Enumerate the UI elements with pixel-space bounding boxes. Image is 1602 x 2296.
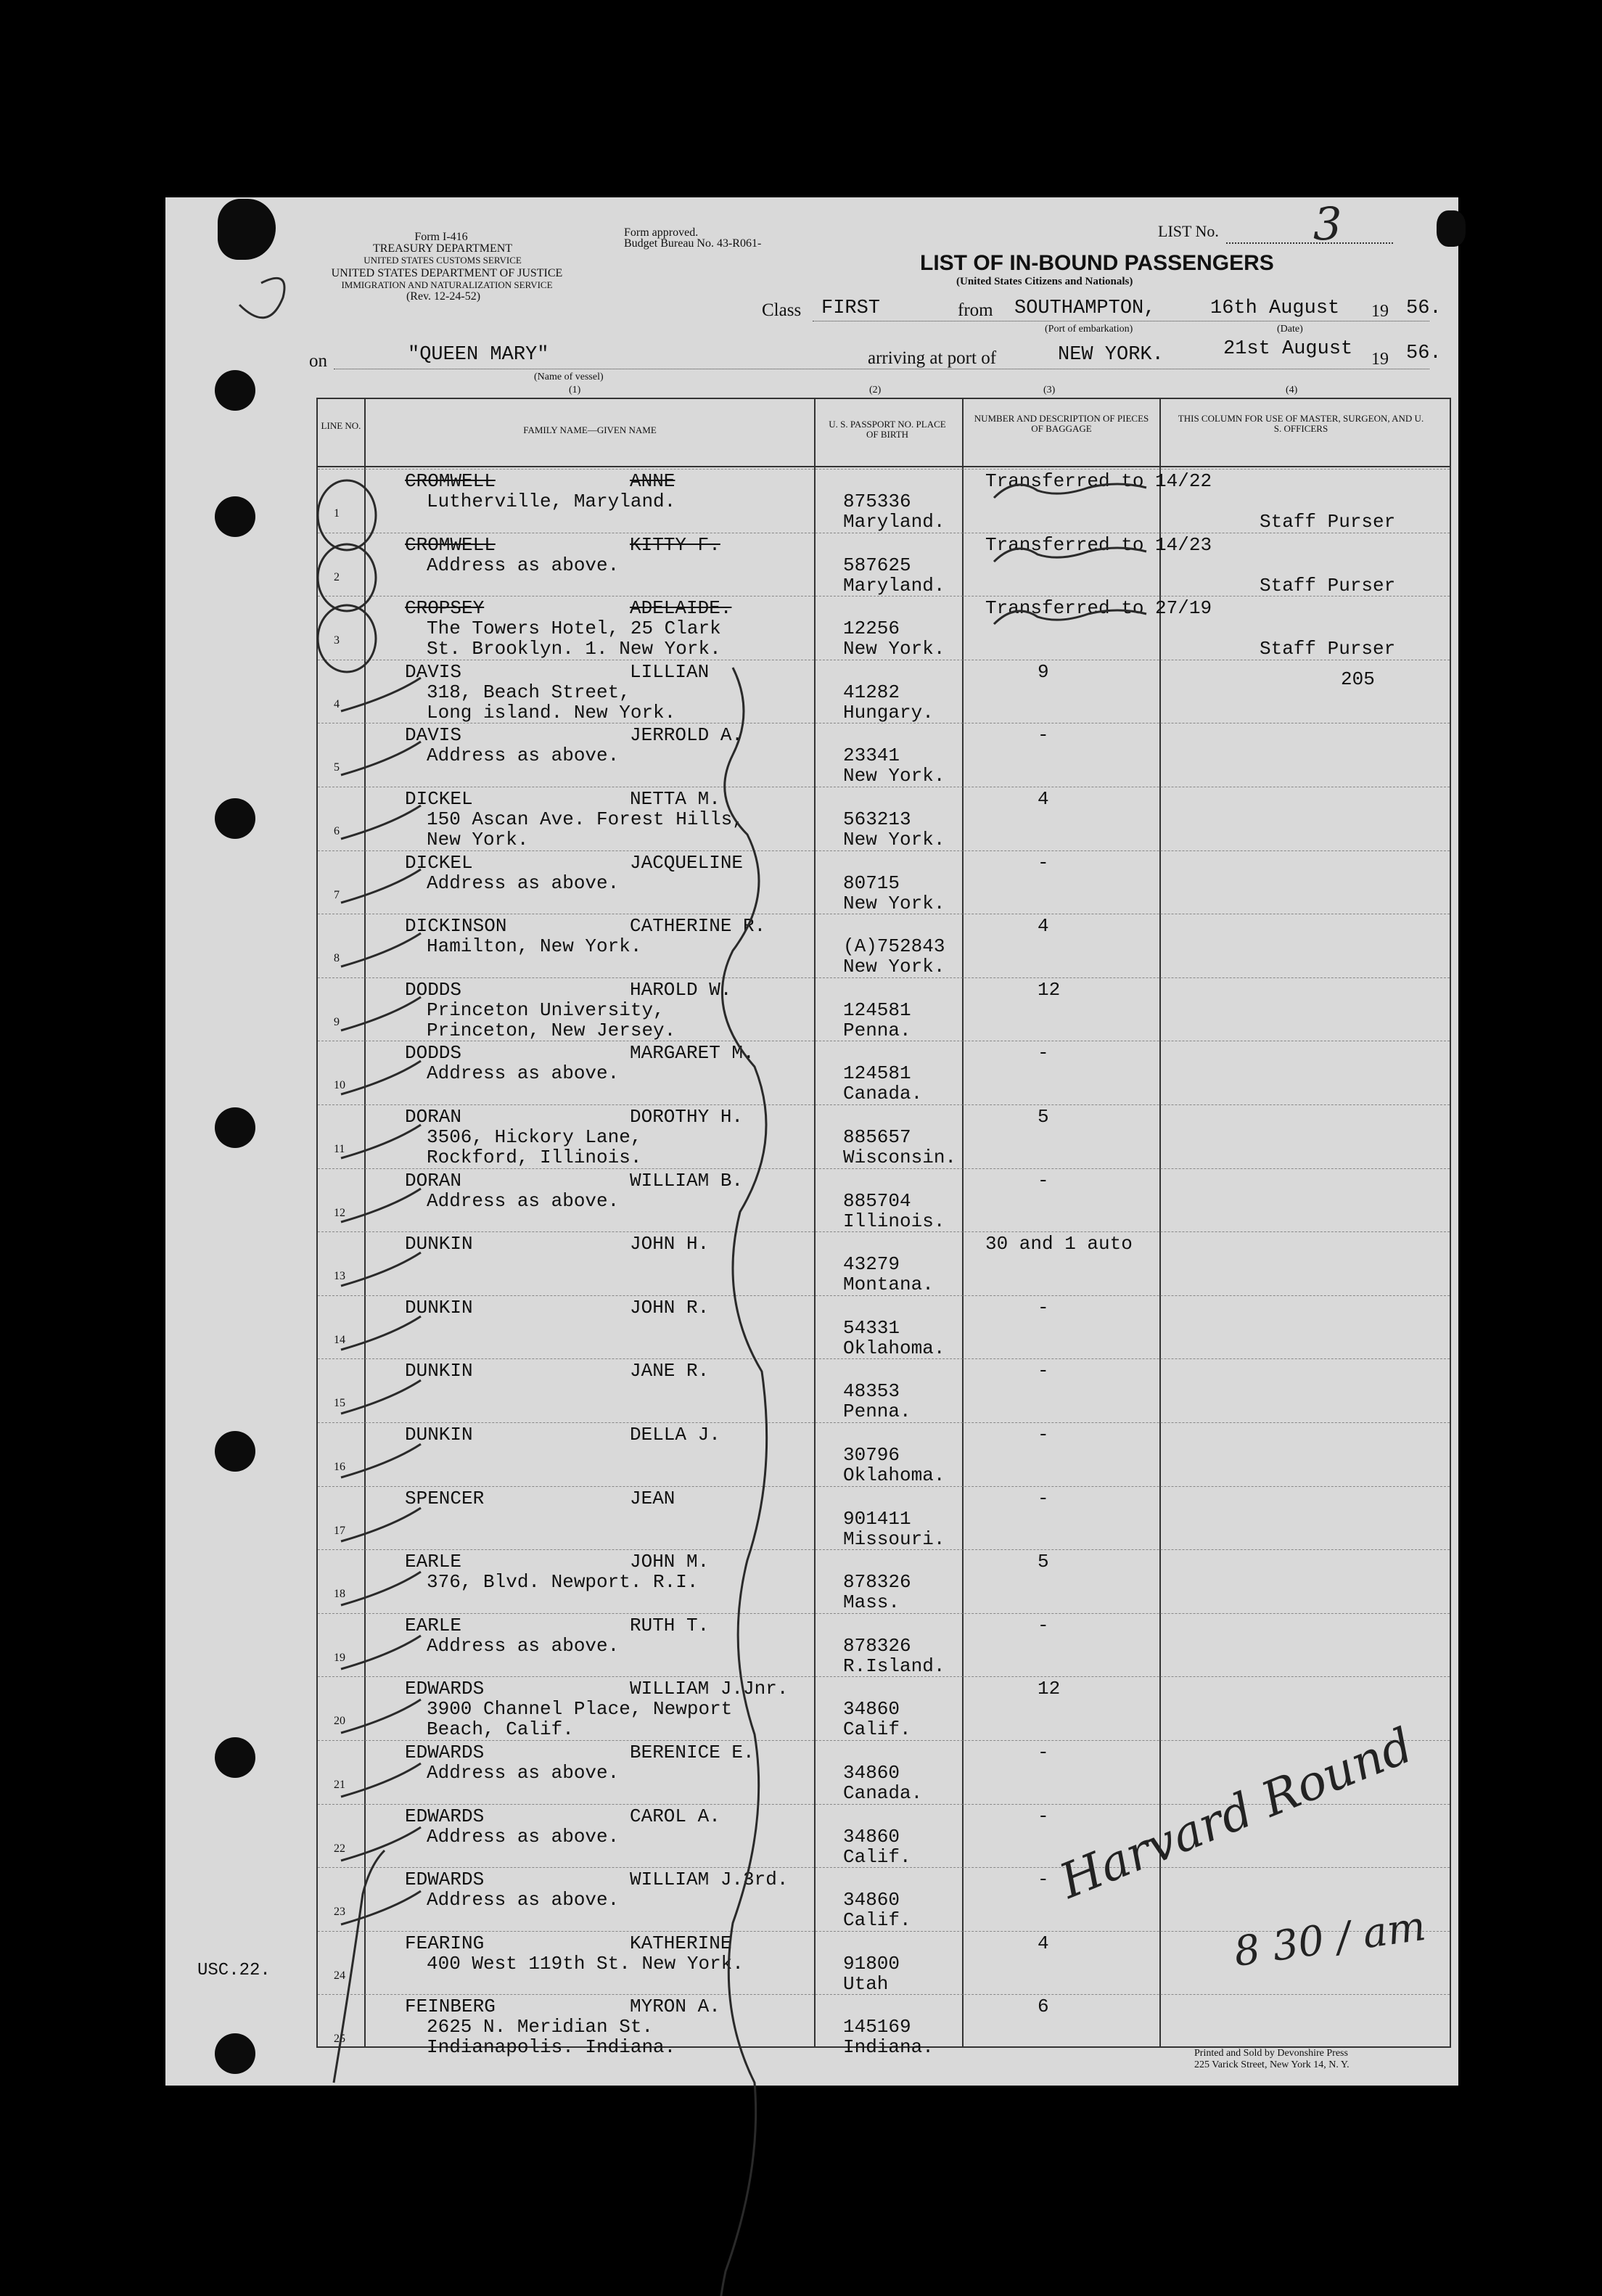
place-of-birth: Missouri. — [843, 1528, 945, 1550]
address-line-1: Address as above. — [427, 1062, 620, 1085]
given-name: ANNE — [630, 470, 675, 492]
place-of-birth: Penna. — [843, 1019, 911, 1041]
dept-immigration: IMMIGRATION AND NATURALIZATION SERVICE — [341, 279, 553, 290]
usc-code: USC.22. — [197, 1961, 271, 1980]
line-number: 10 — [334, 1079, 345, 1092]
family-name: FEINBERG — [405, 1996, 496, 2018]
place-of-birth: Maryland. — [843, 574, 945, 596]
address-line-1: Hamilton, New York. — [427, 935, 642, 958]
address-line-2: Beach, Calif. — [427, 1718, 574, 1741]
family-name: DUNKIN — [405, 1360, 473, 1382]
family-name: CROPSEY — [405, 597, 485, 620]
address-line-2: Princeton, New Jersey. — [427, 1019, 676, 1041]
passport-number: 587625 — [843, 554, 911, 576]
given-name: NETTA M. — [630, 788, 720, 810]
passport-number: 91800 — [843, 1952, 900, 1975]
place-of-birth: Calif. — [843, 1845, 911, 1868]
place-of-birth: Utah — [843, 1972, 889, 1995]
given-name: WILLIAM J.Jnr. — [630, 1678, 789, 1700]
baggage-description: - — [1038, 1487, 1049, 1509]
vessel-caption: (Name of vessel) — [534, 372, 604, 382]
place-of-birth: Hungary. — [843, 701, 934, 723]
family-name: DICKEL — [405, 788, 473, 810]
baggage-description: - — [1038, 1742, 1049, 1763]
place-of-birth: R.Island. — [843, 1655, 945, 1677]
baggage-description: - — [1038, 851, 1049, 874]
dept-customs: UNITED STATES CUSTOMS SERVICE — [363, 255, 522, 266]
line-number: 7 — [334, 888, 340, 901]
passport-number: 885657 — [843, 1126, 911, 1148]
passport-number: 878326 — [843, 1571, 911, 1594]
family-name: DAVIS — [405, 660, 462, 683]
passport-number: 41282 — [843, 681, 900, 703]
baggage-description: - — [1038, 1042, 1049, 1065]
address-line-1: Princeton University, — [427, 999, 665, 1021]
arrival-date: 21st August — [1223, 338, 1353, 360]
given-name: JOHN H. — [630, 1233, 710, 1255]
family-name: FEARING — [405, 1932, 485, 1954]
address-line-1: Address as above. — [427, 1762, 620, 1784]
family-name: EDWARDS — [405, 1678, 485, 1700]
baggage-description: 4 — [1038, 915, 1049, 938]
baggage-description: - — [1038, 1360, 1049, 1382]
officers-note: Staff Purser — [1260, 638, 1396, 660]
officers-note: 205 — [1341, 668, 1375, 690]
dept-treasury: TREASURY DEPARTMENT — [372, 242, 513, 255]
given-name: MARGARET M. — [630, 1042, 755, 1065]
baggage-description: 5 — [1038, 1106, 1049, 1128]
address-line-1: Address as above. — [427, 1825, 620, 1848]
address-line-1: Address as above. — [427, 745, 620, 767]
passport-number: 23341 — [843, 745, 900, 767]
port-of-embarkation: SOUTHAMPTON, — [1014, 298, 1156, 319]
given-name: JOHN R. — [630, 1296, 710, 1319]
given-name: JEAN — [630, 1487, 675, 1509]
header-officers: THIS COLUMN FOR USE OF MASTER, SURGEON, AND U. S. OFFICERS — [1178, 413, 1424, 434]
family-name: DUNKIN — [405, 1233, 473, 1255]
address-line-1: The Towers Hotel, 25 Clark — [427, 618, 721, 640]
address-line-2: New York. — [427, 829, 529, 850]
baggage-description: 9 — [1038, 660, 1049, 683]
line-number: 15 — [334, 1397, 345, 1410]
family-name: CROMWELL — [405, 470, 496, 492]
passport-number: 145169 — [843, 2016, 911, 2038]
baggage-description: Transferred to 27/19 — [985, 597, 1212, 620]
line-number: 16 — [334, 1461, 345, 1473]
given-name: ADELAIDE. — [630, 597, 732, 620]
given-name: JACQUELINE — [630, 851, 744, 874]
officers-note: Staff Purser — [1260, 574, 1396, 596]
list-number-label: LIST No. — [1158, 222, 1219, 240]
baggage-description: - — [1038, 1805, 1049, 1827]
line-number: 4 — [334, 697, 340, 710]
form-subtitle: (United States Citizens and Nationals) — [956, 276, 1133, 287]
family-name: EARLE — [405, 1614, 462, 1636]
handwritten-margin-note: Harvard Round — [1052, 1717, 1421, 1910]
place-of-birth: Canada. — [843, 1782, 923, 1804]
col3-caption: (3) — [1043, 385, 1056, 395]
place-of-birth: Illinois. — [843, 1210, 945, 1232]
given-name: JERROLD A. — [630, 724, 744, 747]
header-baggage: NUMBER AND DESCRIPTION OF PIECES OF BAGGAGE — [974, 413, 1149, 434]
budget-bureau: Budget Bureau No. 43-R061- — [624, 237, 762, 250]
baggage-description: 12 — [1038, 1678, 1061, 1700]
passport-number: 43279 — [843, 1253, 900, 1276]
line-number: 22 — [334, 1842, 345, 1855]
date-caption: (Date) — [1277, 324, 1303, 335]
departure-year: 56. — [1406, 298, 1442, 319]
place-of-birth: New York. — [843, 956, 945, 978]
given-name: CAROL A. — [630, 1805, 720, 1827]
line-number: 20 — [334, 1715, 345, 1728]
family-name: DICKINSON — [405, 915, 507, 938]
line-number: 17 — [334, 1524, 345, 1537]
address-line-1: 150 Ascan Ave. Forest Hills, — [427, 808, 744, 830]
place-of-birth: Maryland. — [843, 511, 945, 533]
baggage-description: - — [1038, 1169, 1049, 1192]
family-name: CROMWELL — [405, 533, 496, 556]
passport-number: 875336 — [843, 491, 911, 512]
line-number: 12 — [334, 1206, 345, 1219]
place-of-birth: Canada. — [843, 1083, 923, 1105]
baggage-description: Transferred to 14/22 — [985, 470, 1212, 492]
address-line-1: Address as above. — [427, 872, 620, 894]
family-name: EARLE — [405, 1551, 462, 1573]
baggage-description: - — [1038, 1424, 1049, 1446]
officers-note: Staff Purser — [1260, 511, 1396, 533]
passport-number: 34860 — [843, 1825, 900, 1848]
line-number: 14 — [334, 1333, 345, 1346]
line-number: 9 — [334, 1015, 340, 1028]
passport-number: 901411 — [843, 1507, 911, 1530]
line-number: 25 — [334, 2033, 345, 2046]
passport-number: 12256 — [843, 618, 900, 640]
family-name: EDWARDS — [405, 1742, 485, 1763]
baggage-description: 5 — [1038, 1551, 1049, 1573]
line-number: 18 — [334, 1588, 345, 1601]
arrival-year-prefix: 19 — [1371, 350, 1389, 369]
address-line-2: Rockford, Illinois. — [427, 1147, 642, 1168]
line-number: 13 — [334, 1270, 345, 1283]
line-number: 23 — [334, 1906, 345, 1919]
list-number-value: 3 — [1313, 197, 1342, 250]
place-of-birth: New York. — [843, 829, 945, 850]
family-name: SPENCER — [405, 1487, 485, 1509]
passport-number: 54331 — [843, 1316, 900, 1339]
line-number: 21 — [334, 1779, 345, 1791]
place-of-birth: Indiana. — [843, 2036, 934, 2059]
arriving-label: arriving at port of — [868, 348, 997, 368]
family-name: DUNKIN — [405, 1296, 473, 1319]
line-number: 2 — [334, 570, 340, 583]
address-line-2: Indianapolis. Indiana. — [427, 2036, 676, 2059]
family-name: DORAN — [405, 1169, 462, 1192]
line-number: 6 — [334, 825, 340, 837]
place-of-birth: Penna. — [843, 1401, 911, 1423]
family-name: DAVIS — [405, 724, 462, 747]
line-number: 19 — [334, 1651, 345, 1664]
line-number: 3 — [334, 634, 340, 647]
family-name: EDWARDS — [405, 1869, 485, 1891]
baggage-description: - — [1038, 1869, 1049, 1891]
baggage-description: - — [1038, 1296, 1049, 1319]
given-name: KITTY F. — [630, 533, 720, 556]
address-line-1: 2625 N. Meridian St. — [427, 2016, 654, 2038]
year-prefix: 19 — [1371, 302, 1389, 321]
baggage-description: 12 — [1038, 978, 1061, 1001]
address-line-1: 318, Beach Street, — [427, 681, 630, 703]
header-line-no: LINE NO. — [321, 420, 361, 431]
form-revision: (Rev. 12-24-52) — [406, 290, 481, 303]
form-number: Form I-416 — [414, 231, 468, 243]
col4-caption: (4) — [1286, 385, 1298, 395]
address-line-1: Address as above. — [427, 554, 620, 576]
given-name: KATHERINE — [630, 1932, 732, 1954]
line-number: 1 — [334, 507, 340, 520]
passport-number: 34860 — [843, 1889, 900, 1911]
address-line-1: Address as above. — [427, 1634, 620, 1657]
line-number: 24 — [334, 1969, 345, 1982]
place-of-birth: Mass. — [843, 1591, 900, 1614]
family-name: DORAN — [405, 1106, 462, 1128]
family-name: DUNKIN — [405, 1424, 473, 1446]
passport-number: 563213 — [843, 808, 911, 830]
line-number: 11 — [334, 1143, 345, 1155]
passport-number: 30796 — [843, 1444, 900, 1466]
given-name: MYRON A. — [630, 1996, 720, 2018]
family-name: DODDS — [405, 978, 462, 1001]
place-of-birth: Oklahoma. — [843, 1337, 945, 1359]
given-name: DOROTHY H. — [630, 1106, 744, 1128]
passport-number: 885704 — [843, 1189, 911, 1212]
given-name: BERENICE E. — [630, 1742, 755, 1763]
header-name: FAMILY NAME—GIVEN NAME — [523, 425, 657, 435]
address-line-1: 3900 Channel Place, Newport — [427, 1698, 733, 1721]
family-name: DICKEL — [405, 851, 473, 874]
passport-number: 124581 — [843, 999, 911, 1021]
arrival-year: 56. — [1406, 343, 1442, 364]
place-of-birth: Calif. — [843, 1909, 911, 1932]
given-name: LILLIAN — [630, 660, 710, 683]
col1-caption: (1) — [569, 385, 581, 395]
line-number: 5 — [334, 761, 340, 774]
form-title: LIST OF IN-BOUND PASSENGERS — [920, 251, 1274, 275]
address-line-1: Address as above. — [427, 1889, 620, 1911]
place-of-birth: Calif. — [843, 1718, 911, 1741]
address-line-1: 3506, Hickory Lane, — [427, 1126, 642, 1148]
departure-date: 16th August — [1210, 298, 1340, 319]
dept-justice: UNITED STATES DEPARTMENT OF JUSTICE — [331, 267, 563, 279]
given-name: WILLIAM B. — [630, 1169, 744, 1192]
embark-caption: (Port of embarkation) — [1045, 324, 1133, 335]
printer-line-1: Printed and Sold by Devonshire Press — [1194, 2048, 1348, 2059]
baggage-description: - — [1038, 1614, 1049, 1636]
place-of-birth: New York. — [843, 638, 945, 660]
passport-number: 878326 — [843, 1634, 911, 1657]
col2-caption: (2) — [869, 385, 882, 395]
printer-line-2: 225 Varick Street, New York 14, N. Y. — [1194, 2059, 1350, 2070]
baggage-description: 4 — [1038, 1932, 1049, 1954]
given-name: CATHERINE R. — [630, 915, 766, 938]
address-line-2: St. Brooklyn. 1. New York. — [427, 638, 721, 660]
passport-number: 80715 — [843, 872, 900, 894]
baggage-description: Transferred to 14/23 — [985, 533, 1212, 556]
address-line-1: Address as above. — [427, 1189, 620, 1212]
address-line-1: 400 West 119th St. New York. — [427, 1952, 744, 1975]
address-line-1: Lutherville, Maryland. — [427, 491, 676, 512]
handwritten-time-note: 8 30 / am — [1231, 1902, 1429, 1977]
given-name: HAROLD W. — [630, 978, 732, 1001]
given-name: DELLA J. — [630, 1424, 720, 1446]
header-passport: U. S. PASSPORT NO. PLACE OF BIRTH — [829, 419, 946, 440]
address-line-2: Long island. New York. — [427, 701, 676, 723]
family-name: EDWARDS — [405, 1805, 485, 1827]
given-name: JOHN M. — [630, 1551, 710, 1573]
baggage-description: 6 — [1038, 1996, 1049, 2018]
family-name: DODDS — [405, 1042, 462, 1065]
place-of-birth: Montana. — [843, 1274, 934, 1296]
passport-number: 124581 — [843, 1062, 911, 1085]
baggage-description: 4 — [1038, 788, 1049, 810]
baggage-description: - — [1038, 724, 1049, 747]
passport-number: (A)752843 — [843, 935, 945, 958]
given-name: RUTH T. — [630, 1614, 710, 1636]
passport-number: 34860 — [843, 1762, 900, 1784]
class-label: Class — [762, 300, 802, 320]
place-of-birth: New York. — [843, 892, 945, 914]
line-number: 8 — [334, 952, 340, 965]
passport-number: 34860 — [843, 1698, 900, 1721]
arrival-port: NEW YORK. — [1058, 344, 1164, 366]
on-label: on — [309, 351, 327, 371]
from-label: from — [958, 300, 993, 320]
class-value: FIRST — [821, 298, 881, 319]
place-of-birth: Oklahoma. — [843, 1464, 945, 1486]
baggage-description: 30 and 1 auto — [985, 1233, 1133, 1255]
given-name: WILLIAM J.3rd. — [630, 1869, 789, 1891]
given-name: JANE R. — [630, 1360, 710, 1382]
vessel-name: "QUEEN MARY" — [408, 344, 549, 366]
form-approved: Form approved. — [624, 226, 699, 239]
place-of-birth: New York. — [843, 765, 945, 787]
passport-number: 48353 — [843, 1380, 900, 1403]
address-line-1: 376, Blvd. Newport. R.I. — [427, 1571, 699, 1594]
place-of-birth: Wisconsin. — [843, 1147, 957, 1168]
